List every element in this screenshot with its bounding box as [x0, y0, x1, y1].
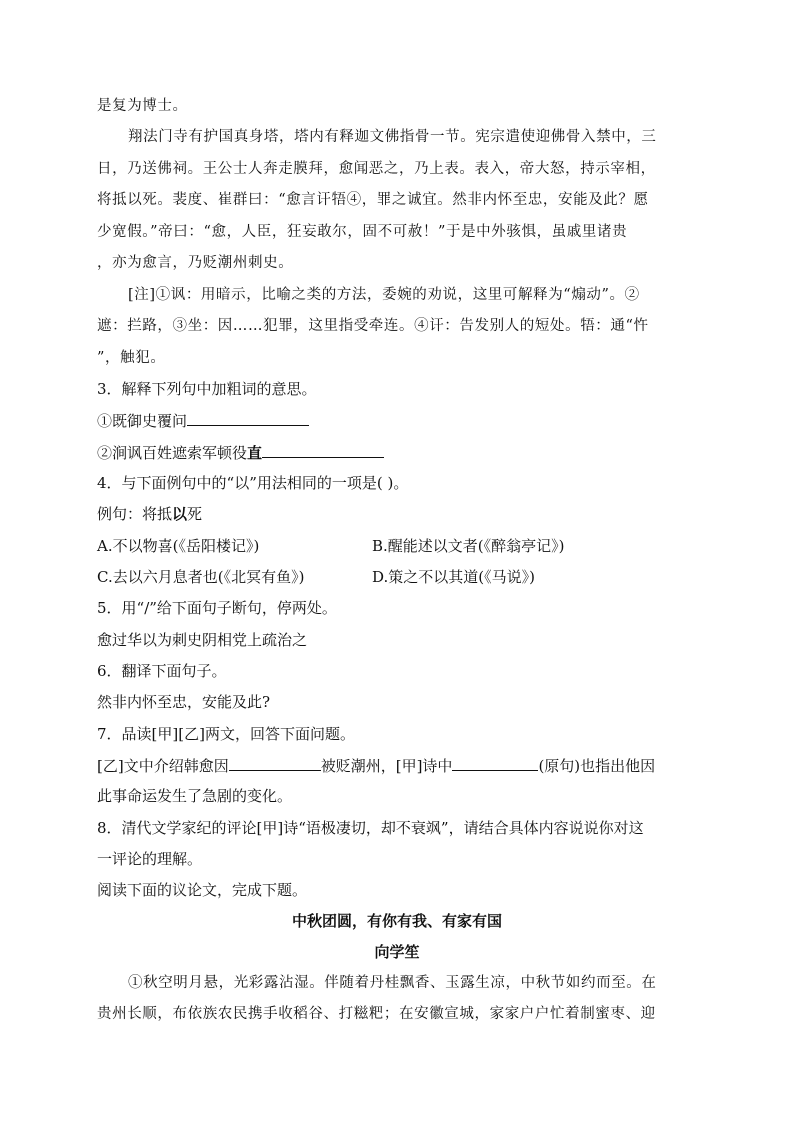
answer-blank[interactable]	[262, 442, 384, 458]
passage-line: 翔法门寺有护国真身塔，塔内有释迦文佛指骨一节。宪宗遣使迎佛骨入禁中，三	[128, 129, 657, 145]
passage-line: 日，乃送佛祠。王公士人奔走膜拜，愈闻恶之，乃上表。表入，帝大怒，持示宰相，	[97, 161, 656, 177]
question-8-line-1: 8．清代文学家纪的评论[甲]诗“语极凄切，却不衰飒”，请结合具体内容说说你对这	[97, 819, 644, 837]
article-title: 中秋团圆，有你有我、有家有国	[291, 912, 502, 930]
question-3-prompt: 3．解释下列句中加粗词的意思。	[97, 380, 317, 398]
answer-blank[interactable]	[229, 755, 321, 771]
options-row	[97, 536, 697, 556]
article-author: 向学笙	[374, 943, 420, 961]
answer-blank[interactable]	[187, 410, 309, 426]
passage-line: 是复为博士。	[97, 98, 188, 114]
question-4-example	[97, 504, 202, 524]
question-6-prompt: 6．翻译下面句子。	[97, 662, 227, 680]
bold-word: 直	[247, 444, 263, 462]
item-text: ①既御史覆问	[97, 412, 188, 430]
example-text: 例句：将抵	[97, 505, 173, 523]
note-line: 遮：拦路，③坐：因……犯罪，这里指受牵连。④讦：告发别人的短处。牾：通“忤	[97, 318, 649, 334]
question-5-prompt: 5．用“/”给下面句子断句，停两处。	[97, 599, 337, 617]
option-d[interactable]: D.策之不以其道(《马说》)	[372, 568, 535, 586]
question-5-sentence: 愈过华以为刺史阴相党上疏治之	[97, 631, 308, 649]
reading-intro: 阅读下面的议论文，完成下题。	[97, 881, 308, 899]
options-row	[97, 567, 697, 587]
question-6-sentence: 然非内怀至忠，安能及此?	[97, 693, 271, 711]
article-paragraph-line: 贵州长顺，布依族农民携手收稻谷、打糍粑；在安徽宣城，家家户户忙着制蜜枣、迎	[97, 1006, 656, 1022]
option-b[interactable]: B.醒能述以文者(《醉翁亭记》)	[372, 537, 565, 555]
question-7-line-1	[97, 755, 655, 776]
example-text: 死	[187, 505, 203, 523]
question-8-line-2: 一评论的理解。	[97, 850, 203, 868]
question-7-line-2: 此事命运发生了急剧的变化。	[97, 787, 293, 805]
question-4-prompt: 4．与下面例句中的“以”用法相同的一项是( )。	[97, 474, 409, 492]
option-a[interactable]: A.不以物喜(《岳阳楼记》)	[97, 537, 260, 555]
item-text: ②涧讽百姓遮索军顿役	[97, 444, 248, 462]
option-c[interactable]: C.去以六月息者也(《北冥有鱼》)	[97, 568, 305, 586]
bold-word: 以	[172, 505, 188, 523]
article-paragraph-line: ①秋空明月悬，光彩露沾湿。伴随着丹桂飘香、玉露生凉，中秋节如约而至。在	[128, 975, 657, 991]
q7-text: [乙]文中介绍韩愈因	[97, 757, 229, 775]
passage-line: 少宽假。”帝曰：“愈，人臣，狂妄敢尔，固不可赦！”于是中外骇惧，虽戚里诸贵	[97, 224, 628, 240]
q7-text: 被贬潮州，[甲]诗中	[320, 757, 453, 775]
q7-text: (原句)也指出他因	[538, 757, 656, 775]
question-7-prompt: 7．品读[甲][乙]两文，回答下面问题。	[97, 725, 355, 743]
answer-blank[interactable]	[452, 755, 538, 771]
question-3-item-2	[97, 442, 384, 463]
passage-line: ，亦为愈言，乃贬潮州刺史。	[97, 255, 294, 271]
question-3-item-1	[97, 410, 309, 431]
passage-line: 将抵以死。裴度、崔群曰：“愈言讦牾④，罪之诚宜。然非内怀至忠，安能及此？愿	[97, 192, 649, 208]
note-line: ”，触犯。	[97, 350, 166, 366]
note-line: [注]①讽：用暗示，比喻之类的方法，委婉的劝说，这里可解释为“煽动”。②	[128, 287, 640, 303]
